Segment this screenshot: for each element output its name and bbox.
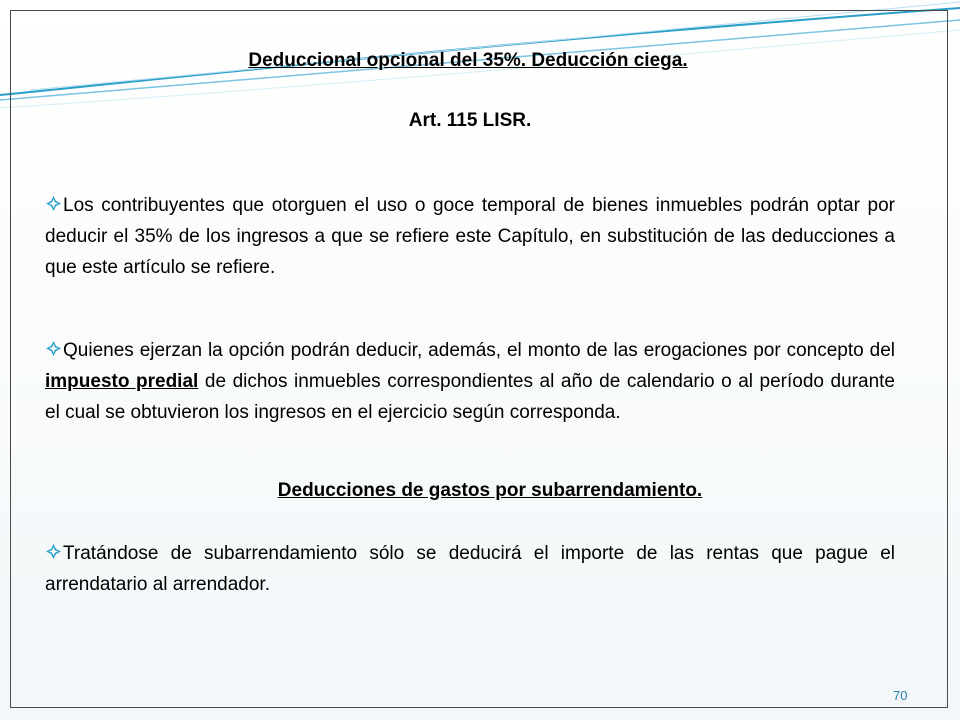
article-subtitle: Art. 115 LISR. <box>408 110 532 131</box>
diamond-bullet-icon <box>45 195 62 212</box>
paragraph-text: Tratándose de subarrendamiento sólo se deducirá el importe de las rentas que pague el arrendatario al arrendador. <box>45 543 895 595</box>
section-title-subarrendamiento: Deducciones de gastos por subarrendamiento. <box>277 480 703 501</box>
diamond-bullet-icon <box>45 340 62 357</box>
paragraph-predial <box>45 335 895 428</box>
paragraph-text: Los contribuyentes que otorguen el uso o goce temporal de bienes inmuebles podrán optar por deducir el 35% de los ingresos a que se refiere este Capítulo, en substitución de las deducciones a que este artículo se refiere. <box>45 195 895 278</box>
page-number: 70 <box>893 688 908 703</box>
paragraph-text-after: de dichos inmuebles correspondientes al año de calendario o al período durante el cual se obtuvieron los ingresos en el ejercicio según corresponda. <box>45 371 895 423</box>
paragraph-text-before: Quienes ejerzan la opción podrán deducir, además, el monto de las erogaciones por concepto del <box>63 340 895 361</box>
impuesto-predial-text: impuesto predial <box>45 371 199 392</box>
paragraph-subarrendamiento <box>45 538 895 600</box>
diamond-bullet-icon <box>45 543 62 560</box>
paragraph-opcional <box>45 190 895 283</box>
slide-title: Deduccional opcional del 35%. Deducción ciega. <box>248 50 688 71</box>
